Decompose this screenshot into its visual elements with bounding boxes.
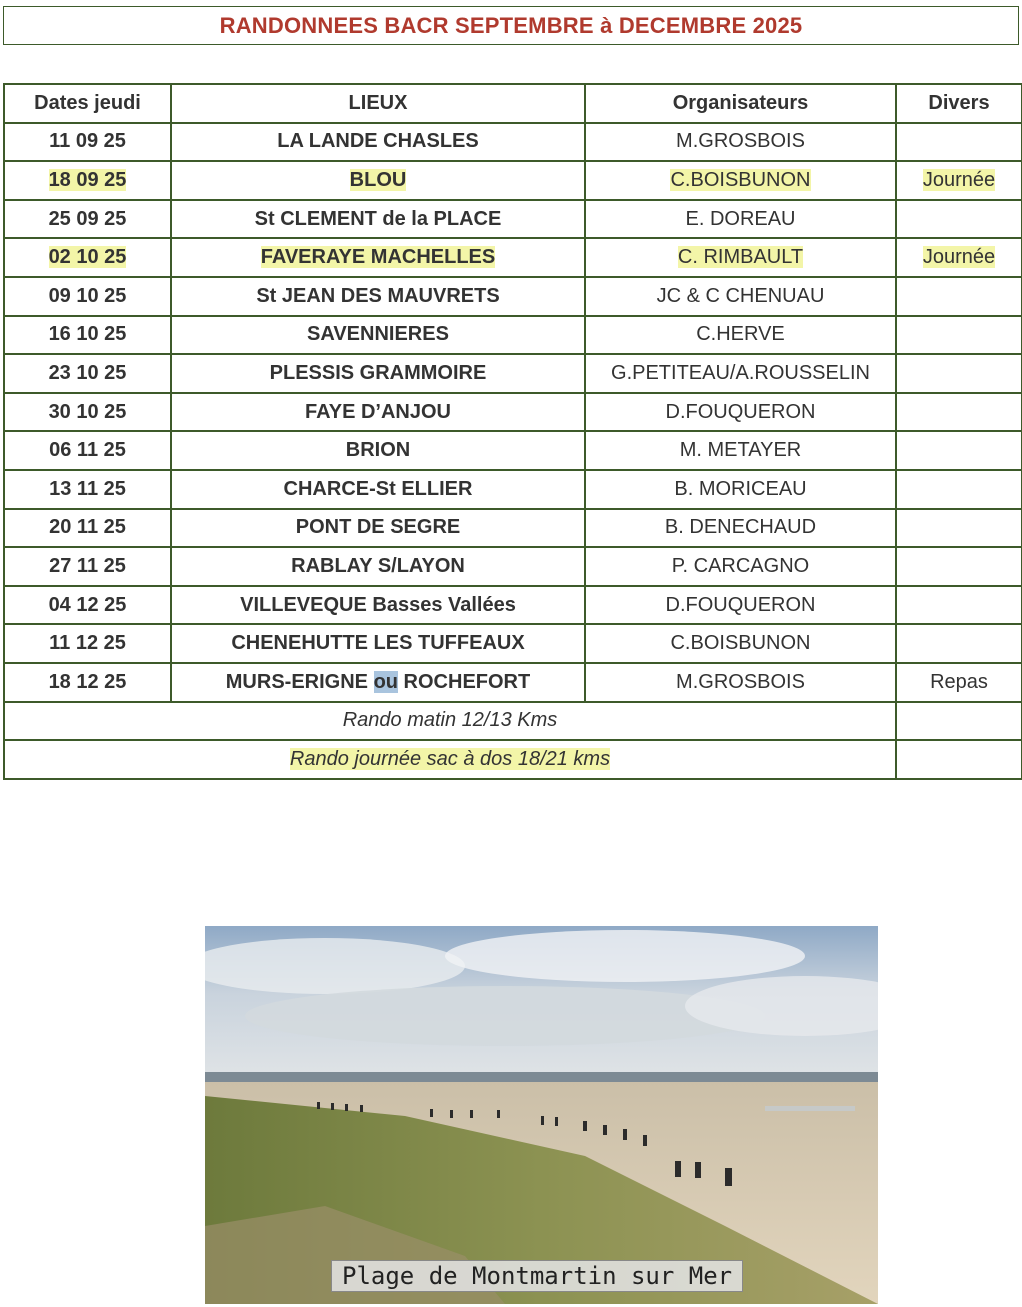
date-text: 18 12 25	[48, 670, 127, 693]
divers-cell	[896, 663, 1022, 702]
date-cell	[4, 161, 171, 200]
lieu-text: St JEAN DES MAUVRETS	[256, 284, 500, 307]
header-date: Dates jeudi	[4, 84, 171, 123]
divers-text: Repas	[930, 670, 988, 693]
divers-cell	[896, 200, 1022, 239]
page-title: RANDONNEES BACR SEPTEMBRE à DECEMBRE 2025	[219, 12, 803, 38]
lieu-cell	[171, 470, 585, 509]
lieu-text: PLESSIS GRAMMOIRE	[269, 361, 487, 384]
lieu-text-end: ROCHEFORT	[398, 670, 531, 693]
org-text: M.GROSBOIS	[676, 670, 805, 693]
lieu-text: RABLAY S/LAYON	[291, 554, 465, 577]
note-cell	[4, 740, 896, 779]
lieu-cell	[171, 624, 585, 663]
lieu-text: CHENEHUTTE LES TUFFEAUX	[231, 632, 525, 655]
org-text: C.HERVE	[696, 323, 785, 346]
divers-cell	[896, 624, 1022, 663]
org-cell	[585, 431, 896, 470]
divers-cell	[896, 123, 1022, 162]
date-text: 27 11 25	[49, 554, 126, 577]
table-row	[4, 200, 1022, 239]
org-cell	[585, 123, 896, 162]
lieu-text-start: MURS-ERIGNE	[225, 670, 374, 693]
date-cell	[4, 586, 171, 625]
org-cell	[585, 470, 896, 509]
org-cell	[585, 624, 896, 663]
table-row	[4, 277, 1022, 316]
date-cell	[4, 393, 171, 432]
lieu-text: SAVENNIERES	[307, 323, 449, 346]
date-cell	[4, 123, 171, 162]
divers-cell	[896, 393, 1022, 432]
org-cell	[585, 277, 896, 316]
date-cell	[4, 547, 171, 586]
org-text: JC & C CHENUAU	[656, 284, 825, 307]
org-text: B. DENECHAUD	[664, 516, 817, 539]
lieu-cell	[171, 431, 585, 470]
header-row	[4, 84, 1022, 123]
date-text: 06 11 25	[49, 439, 126, 462]
lieu-cell	[171, 663, 585, 702]
table-row	[4, 431, 1022, 470]
date-cell	[4, 200, 171, 239]
date-text: 11 12 25	[49, 632, 126, 655]
org-text: D.FOUQUERON	[665, 593, 816, 616]
note-row	[4, 702, 1022, 741]
table-row	[4, 586, 1022, 625]
date-cell	[4, 316, 171, 355]
date-cell	[4, 238, 171, 277]
lieu-cell	[171, 238, 585, 277]
divers-cell	[896, 586, 1022, 625]
lieu-text: BRION	[345, 439, 411, 462]
org-text: C. RIMBAULT	[677, 246, 804, 269]
org-cell	[585, 586, 896, 625]
date-cell	[4, 663, 171, 702]
date-cell	[4, 624, 171, 663]
beach-photo	[205, 926, 878, 1304]
date-cell	[4, 470, 171, 509]
org-text: E. DOREAU	[685, 207, 796, 230]
divers-cell	[896, 316, 1022, 355]
date-cell	[4, 277, 171, 316]
divers-cell	[896, 547, 1022, 586]
note-empty-cell	[896, 702, 1022, 741]
header-divers: Divers	[896, 84, 1022, 123]
lieu-cell	[171, 354, 585, 393]
date-text: 02 10 25	[48, 246, 127, 269]
date-text: 16 10 25	[48, 323, 127, 346]
table-row	[4, 393, 1022, 432]
beach-scene-illustration	[205, 926, 878, 1304]
divers-cell	[896, 431, 1022, 470]
date-text: 11 09 25	[49, 130, 126, 153]
date-text: 23 10 25	[48, 361, 127, 384]
divers-cell	[896, 161, 1022, 200]
table-row	[4, 316, 1022, 355]
note-text: Rando matin 12/13 Kms	[342, 709, 558, 732]
divers-cell	[896, 277, 1022, 316]
lieu-cell	[171, 586, 585, 625]
lieu-cell	[171, 161, 585, 200]
org-cell	[585, 393, 896, 432]
header-lieux: LIEUX	[171, 84, 585, 123]
org-text: D.FOUQUERON	[665, 400, 816, 423]
lieu-text: PONT DE SEGRE	[295, 516, 461, 539]
table-row	[4, 123, 1022, 162]
org-text: G.PETITEAU/A.ROUSSELIN	[611, 361, 870, 384]
lieu-cell	[171, 393, 585, 432]
table-row	[4, 238, 1022, 277]
lieu-text: FAYE D’ANJOU	[305, 400, 451, 423]
divers-text: Journée	[922, 168, 996, 191]
org-cell	[585, 663, 896, 702]
lieu-text: FAVERAYE MACHELLES	[260, 246, 496, 269]
org-cell	[585, 238, 896, 277]
org-text: C.BOISBUNON	[670, 632, 811, 655]
table-row	[4, 161, 1022, 200]
org-cell	[585, 509, 896, 548]
org-cell	[585, 200, 896, 239]
date-cell	[4, 431, 171, 470]
date-cell	[4, 354, 171, 393]
org-cell	[585, 161, 896, 200]
lieu-cell	[171, 509, 585, 548]
divers-cell	[896, 509, 1022, 548]
table-row	[4, 354, 1022, 393]
title-box	[3, 6, 1019, 45]
divers-cell	[896, 354, 1022, 393]
lieu-cell	[171, 277, 585, 316]
note-text: Rando journée sac à dos 18/21 kms	[289, 747, 611, 770]
lieu-text: LA LANDE CHASLES	[277, 130, 479, 153]
note-cell	[4, 702, 896, 741]
date-cell	[4, 509, 171, 548]
table-row	[4, 547, 1022, 586]
lieu-text: St CLEMENT de la PLACE	[254, 207, 502, 230]
org-cell	[585, 354, 896, 393]
note-empty-cell	[896, 740, 1022, 779]
header-organisateurs: Organisateurs	[585, 84, 896, 123]
date-text: 13 11 25	[49, 477, 126, 500]
org-text: C.BOISBUNON	[670, 168, 811, 191]
date-text: 25 09 25	[48, 207, 127, 230]
table-row	[4, 624, 1022, 663]
divers-cell	[896, 238, 1022, 277]
date-text: 30 10 25	[48, 400, 127, 423]
lieu-cell	[171, 123, 585, 162]
org-text: B. MORICEAU	[674, 477, 807, 500]
lieu-cell	[171, 200, 585, 239]
date-text: 20 11 25	[49, 516, 126, 539]
org-text: M.GROSBOIS	[676, 130, 805, 153]
photo-caption: Plage de Montmartin sur Mer	[331, 1260, 743, 1292]
table-row	[4, 509, 1022, 548]
lieu-cell	[171, 316, 585, 355]
table-row	[4, 663, 1022, 702]
org-cell	[585, 316, 896, 355]
lieu-cell	[171, 547, 585, 586]
lieu-text: VILLEVEQUE Basses Vallées	[240, 593, 516, 616]
date-text: 04 12 25	[48, 593, 127, 616]
org-text: P. CARCAGNO	[671, 554, 810, 577]
note-row	[4, 740, 1022, 779]
selected-text[interactable]: ou	[373, 670, 398, 693]
date-text: 18 09 25	[48, 168, 127, 191]
date-text: 09 10 25	[48, 284, 127, 307]
lieu-text: CHARCE-St ELLIER	[283, 477, 473, 500]
divers-cell	[896, 470, 1022, 509]
org-text: M. METAYER	[679, 439, 802, 462]
schedule-table	[3, 83, 1022, 780]
table-row	[4, 470, 1022, 509]
lieu-text: BLOU	[349, 168, 407, 191]
divers-text: Journée	[922, 246, 996, 269]
org-cell	[585, 547, 896, 586]
